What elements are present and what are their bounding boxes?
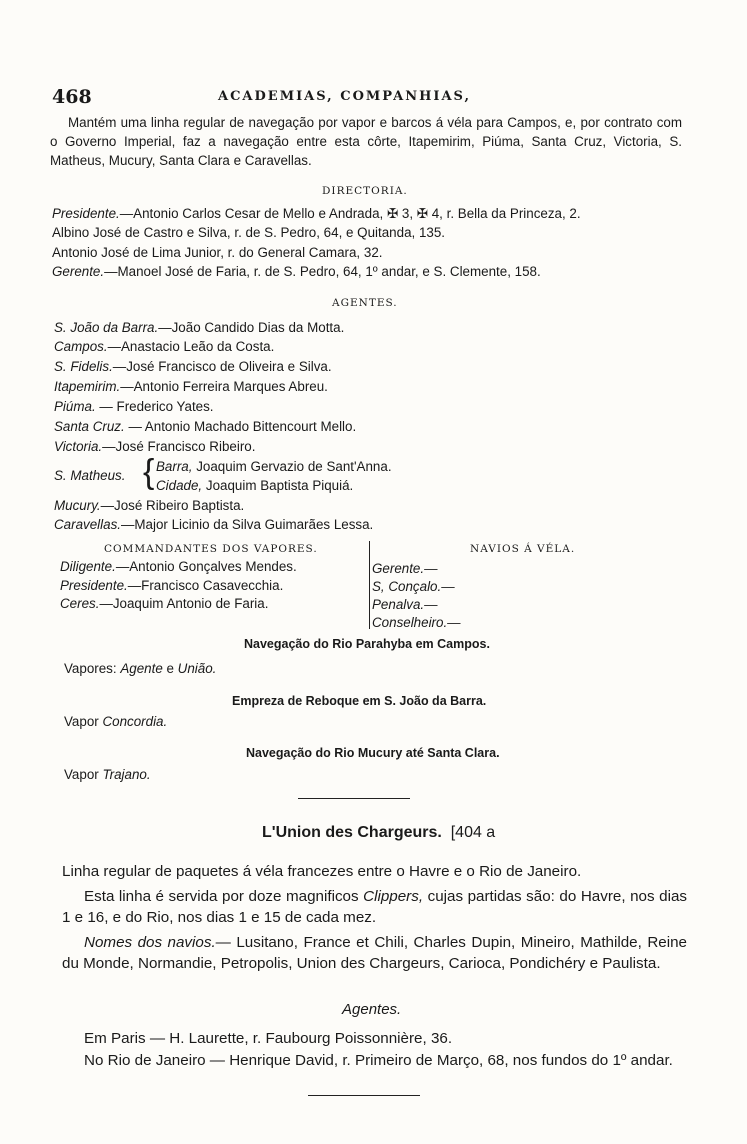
directoria-line: Antonio José de Lima Junior, r. do General Camara, 32. [52,245,383,260]
chargeurs-line1: Linha regular de paquetes á véla francezes entre o Havre e o Rio de Janeiro. [62,863,582,880]
matheus-label: S. Matheus. [54,468,126,483]
agent-line: Piúma. — Frederico Yates. [54,399,214,414]
reboque-vapor: Vapor Concordia. [64,714,168,729]
chargeurs-heading: L'Union des Chargeurs. [404 a [262,824,496,841]
agent-line: Caravellas.—Major Licinio da Silva Guimarães Lessa. [54,517,374,532]
page-number: 468 [52,86,92,108]
navios-heading: NAVIOS Á VÉLA. [470,543,576,555]
chargeurs-agents-heading: Agentes. [342,1001,402,1018]
mucury-vapor: Vapor Trajano. [64,767,151,782]
navio-line: Conselheiro.— [372,615,461,630]
agent-line: Mucury.—José Ribeiro Baptista. [54,498,245,513]
mucury-heading: Navegação do Rio Mucury até Santa Clara. [246,746,500,760]
chargeurs-para2: Esta linha é servida por doze magnificos Clippers, cujas partidas são: do Havre, nos dias 1 e 16, e do Rio, nos dias 1 e 15 de cada mez. [62,888,687,926]
agent-line: Cidade, Joaquim Baptista Piquiá. [156,478,354,493]
intro-paragraph: Mantém uma linha regular de navegação por vapor e barcos á véla para Campos, e, por contrato com o Governo Imperial, faz a navegação entre esta côrte, Itapemirim, Piúma, Santa Cruz, Victoria, S. Matheus, Mucury, Santa Clara e Caravellas. [50,115,682,168]
chargeurs-agent-rio: No Rio de Janeiro — Henrique David, r. Primeiro de Março, 68, nos fundos do 1º andar. [84,1052,673,1069]
navio-line: Penalva.— [372,597,438,612]
brace: { [143,453,155,491]
agent-line: Victoria.—José Francisco Ribeiro. [54,439,256,454]
parahyba-vapores: Vapores: Agente e União. [64,661,217,676]
commandante-line: Ceres.—Joaquim Antonio de Faria. [60,596,269,611]
column-divider [369,541,370,629]
commandante-line: Presidente.—Francisco Casavecchia. [60,578,284,593]
chargeurs-para3: Nomes dos navios.— Lusitano, France et Chili, Charles Dupin, Mineiro, Mathilde, Reine du Monde, Normandie, Petropolis, Union des Chargeurs, Carioca, Pondichéry e Paulista. [62,934,687,972]
directoria-line: Albino José de Castro e Silva, r. de S. Pedro, 64, e Quitanda, 135. [52,225,446,240]
parahyba-heading: Navegação do Rio Parahyba em Campos. [244,637,490,651]
directoria-heading: DIRECTORIA. [322,185,408,197]
running-title: ACADEMIAS, COMPANHIAS, [218,89,471,104]
directoria-line: Presidente.—Antonio Carlos Cesar de Mello e Andrada, ✠ 3, ✠ 4, r. Bella da Princeza, 2. [52,206,581,221]
section-rule [308,1095,420,1096]
agent-line: Barra, Joaquim Gervazio de Sant'Anna. [156,459,392,474]
agent-line: Santa Cruz. — Antonio Machado Bittencourt Mello. [54,419,357,434]
navio-line: S, Conçalo.— [372,579,455,594]
reboque-heading: Empreza de Reboque em S. João da Barra. [232,694,487,708]
agent-line: S. João da Barra.—João Candido Dias da Motta. [54,320,345,335]
chargeurs-agent-paris: Em Paris — H. Laurette, r. Faubourg Poissonnière, 36. [84,1030,453,1047]
agent-line: Itapemirim.—Antonio Ferreira Marques Abreu. [54,379,328,394]
agent-line: S. Fidelis.—José Francisco de Oliveira e Silva. [54,359,332,374]
commandantes-heading: COMMANDANTES DOS VAPORES. [104,543,318,555]
agentes-heading: AGENTES. [332,297,398,309]
directoria-line: Gerente.—Manoel José de Faria, r. de S. Pedro, 64, 1º andar, e S. Clemente, 158. [52,264,541,279]
agent-line: Campos.—Anastacio Leão da Costa. [54,339,275,354]
navio-line: Gerente.— [372,561,438,576]
section-rule [298,798,410,799]
commandante-line: Diligente.—Antonio Gonçalves Mendes. [60,559,297,574]
